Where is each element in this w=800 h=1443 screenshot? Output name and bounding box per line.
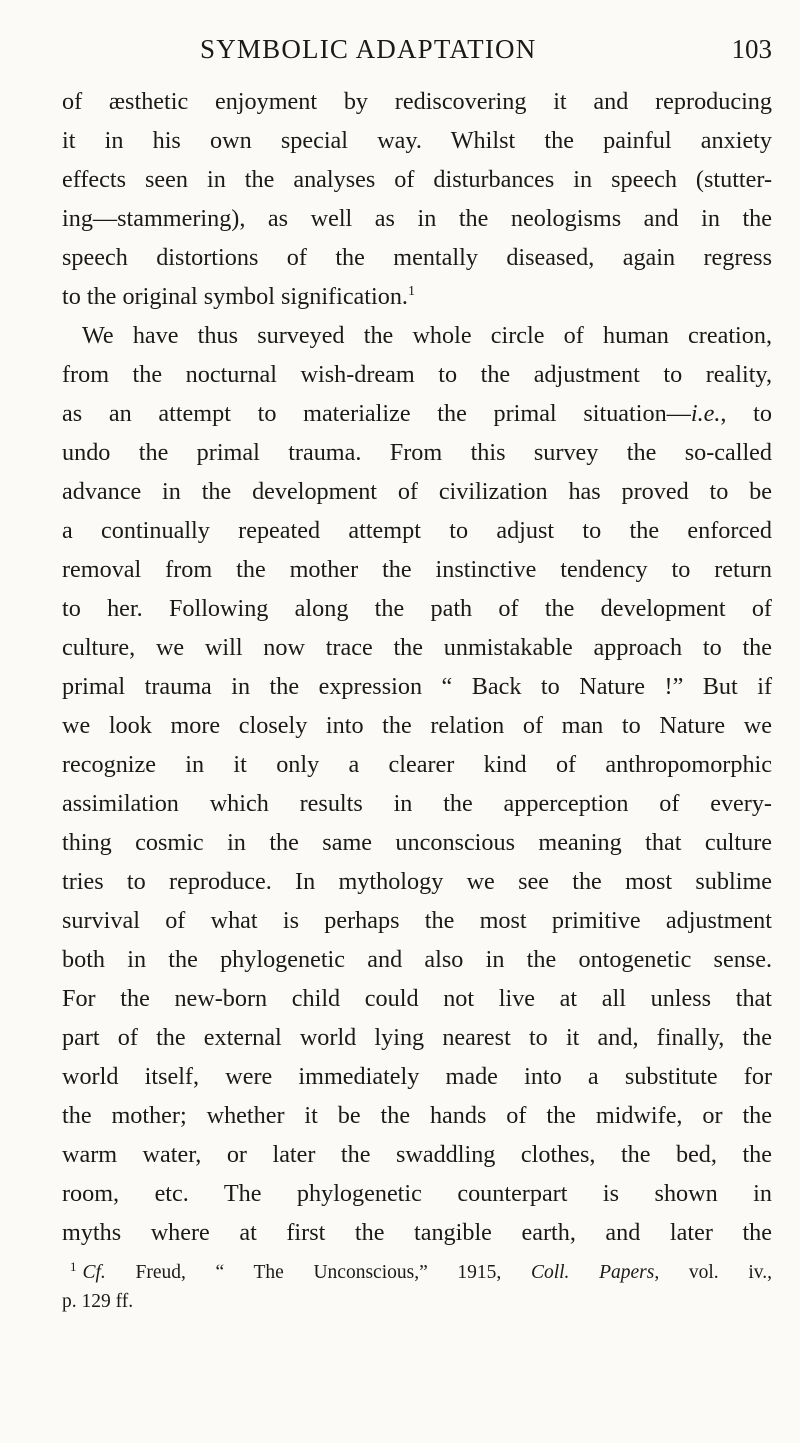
text-line: culture, we will now trace the unmistakable approach to the	[62, 634, 772, 661]
text-line: undo the primal trauma. From this survey the so-called	[62, 439, 772, 466]
text-line: it in his own special way. Whilst the painful anxiety	[62, 127, 772, 154]
text-line: myths where at first the tangible earth, and later the	[62, 1219, 772, 1246]
text-line: removal from the mother the instinctive tendency to return	[62, 556, 772, 583]
text-line: recognize in it only a clearer kind of anthropomorphic	[62, 751, 772, 778]
text-line: world itself, were immediately made into a substitute for	[62, 1063, 772, 1090]
text-line: survival of what is perhaps the most primitive adjustment	[62, 907, 772, 934]
footnote-line	[62, 1258, 772, 1287]
footnote-reference[interactable]: 1	[407, 284, 415, 299]
text-line: effects seen in the analyses of disturbances in speech (stutter-	[62, 166, 772, 193]
text-fragment: , to	[720, 400, 772, 427]
text-line: both in the phylogenetic and also in the ontogenetic sense.	[62, 946, 772, 973]
text-fragment: as an attempt to materialize the primal situation—	[62, 400, 691, 427]
text-line: primal trauma in the expression “ Back to Nature !” But if	[62, 673, 772, 700]
text-line: assimilation which results in the apperception of every-	[62, 790, 772, 817]
text-line: room, etc. The phylogenetic counterpart is shown in	[62, 1180, 772, 1207]
body-text	[62, 82, 772, 1252]
italic-abbreviation: i.e.	[690, 400, 721, 427]
text-line: We have thus surveyed the whole circle of human creation,	[82, 322, 772, 349]
running-head: SYMBOLIC ADAPTATION	[200, 34, 537, 64]
text-line: tries to reproduce. In mythology we see the most sublime	[62, 868, 772, 895]
text-line: advance in the development of civilization has proved to be	[62, 478, 772, 505]
text-line: we look more closely into the relation of man to Nature we	[62, 712, 772, 739]
text-line: part of the external world lying nearest to it and, finally, the	[62, 1024, 772, 1051]
footnote-text: , vol. iv.,	[654, 1262, 772, 1283]
paragraph-1	[62, 82, 772, 316]
paragraph-2	[62, 316, 772, 1252]
text-line: the mother; whether it be the hands of the midwife, or the	[62, 1102, 772, 1129]
footnote-text: Freud, “ The Unconscious,” 1915,	[105, 1262, 531, 1283]
footnote-cf: Cf.	[82, 1262, 106, 1283]
footnote-collection-title: Coll. Papers	[530, 1262, 655, 1283]
text-line: speech distortions of the mentally diseased, again regress	[62, 244, 772, 271]
footnote-line: p. 129 ff.	[62, 1291, 134, 1312]
text-line: ing—stammering), as well as in the neologisms and in the	[62, 205, 772, 232]
text-line: thing cosmic in the same unconscious meaning that culture	[62, 829, 772, 856]
text-fragment: to the original symbol signification.	[62, 283, 408, 310]
text-line: to her. Following along the path of the development of	[62, 595, 772, 622]
footnote-mark: 1	[70, 1259, 77, 1274]
text-line	[62, 277, 772, 316]
page-header	[62, 34, 772, 84]
text-line	[62, 394, 772, 433]
text-line: For the new-born child could not live at all unless that	[62, 985, 772, 1012]
text-line: from the nocturnal wish-dream to the adjustment to reality,	[62, 361, 772, 388]
text-line: a continually repeated attempt to adjust to the enforced	[62, 517, 772, 544]
page-number: 103	[731, 34, 772, 64]
footnotes	[62, 1258, 772, 1316]
book-page	[62, 34, 772, 1316]
text-line: of æsthetic enjoyment by rediscovering it and reproducing	[62, 88, 772, 115]
text-line: warm water, or later the swaddling clothes, the bed, the	[62, 1141, 772, 1168]
